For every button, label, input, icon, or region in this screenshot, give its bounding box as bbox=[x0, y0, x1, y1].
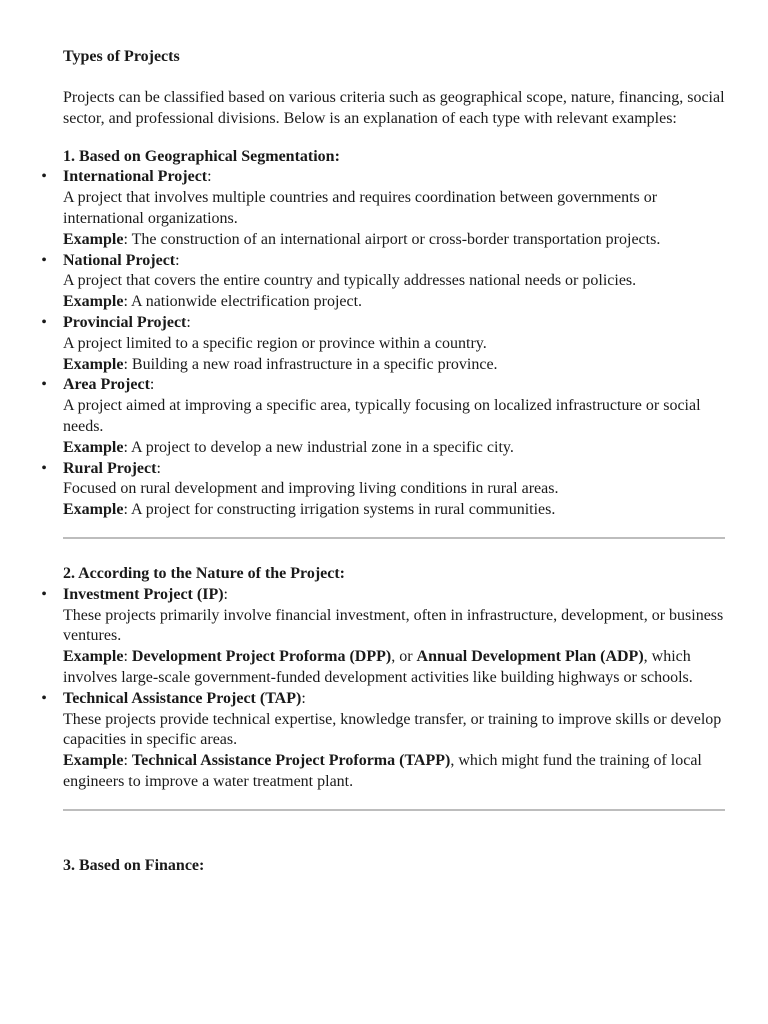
item-description: These projects primarily involve financial investment, often in infrastructure, development, or business ventures. bbox=[63, 606, 724, 645]
bullet-icon: • bbox=[41, 313, 47, 331]
bullet-icon: • bbox=[41, 459, 47, 477]
intro-paragraph: Projects can be classified based on various criteria such as geographical scope, nature, financing, social sector, and professional divisions. Below is an explanation of each type with relevant examples: bbox=[63, 89, 725, 127]
bullet-icon: • bbox=[41, 168, 47, 186]
list-item bbox=[41, 585, 725, 689]
section-heading-geographical: 1. Based on Geographical Segmentation: bbox=[63, 147, 340, 165]
example-prefix: : bbox=[123, 648, 132, 666]
bullet-icon: • bbox=[41, 251, 47, 269]
example-label: Example bbox=[63, 501, 124, 519]
list-item bbox=[41, 459, 725, 521]
colon: : bbox=[186, 313, 191, 331]
example-suffix: , which might fund the training of local engineers to improve a water treatment plant. bbox=[63, 752, 702, 790]
list-item bbox=[41, 375, 725, 458]
item-example: : A project for constructing irrigation systems in rural communities. bbox=[123, 501, 556, 519]
section-heading-nature: 2. According to the Nature of the Project: bbox=[63, 564, 345, 582]
item-name: Technical Assistance Project (TAP) bbox=[63, 689, 302, 707]
item-name: Rural Project bbox=[63, 459, 157, 477]
example-term-tapp: Technical Assistance Project Proforma (TAPP) bbox=[131, 752, 451, 770]
bullet-icon: • bbox=[41, 689, 47, 707]
list-item bbox=[41, 313, 725, 375]
item-example: : Building a new road infrastructure in a specific province. bbox=[123, 355, 498, 373]
item-description: A project limited to a specific region or province within a country. bbox=[63, 334, 487, 352]
colon: : bbox=[301, 689, 306, 707]
item-description: Focused on rural development and improving living conditions in rural areas. bbox=[63, 480, 559, 498]
example-label: Example bbox=[63, 355, 124, 373]
bullet-icon: • bbox=[41, 376, 47, 394]
colon: : bbox=[207, 168, 212, 186]
list-item bbox=[41, 689, 725, 793]
example-label: Example bbox=[63, 293, 124, 311]
list-item bbox=[41, 251, 725, 313]
geographical-list bbox=[41, 167, 725, 521]
section-divider bbox=[63, 537, 725, 539]
item-name: Provincial Project bbox=[63, 313, 187, 331]
example-term-dpp: Development Project Proforma (DPP) bbox=[131, 648, 392, 666]
item-example: : A project to develop a new industrial zone in a specific city. bbox=[123, 438, 514, 456]
example-conjunction: , or bbox=[391, 648, 417, 666]
example-label: Example bbox=[63, 438, 124, 456]
example-suffix: , which involves large-scale government-funded development activities like building highways or schools. bbox=[63, 648, 693, 686]
document-page bbox=[41, 47, 725, 877]
item-example: : A nationwide electrification project. bbox=[123, 293, 363, 311]
item-name: Area Project bbox=[63, 376, 150, 394]
item-description: A project aimed at improving a specific area, typically focusing on localized infrastructure or social needs. bbox=[63, 397, 701, 435]
nature-list bbox=[41, 585, 725, 793]
item-description: A project that involves multiple countries and requires coordination between governments or international organizations. bbox=[63, 189, 658, 227]
example-label: Example bbox=[63, 648, 124, 666]
example-label: Example bbox=[63, 752, 124, 770]
colon: : bbox=[175, 251, 180, 269]
colon: : bbox=[223, 585, 228, 603]
list-item bbox=[41, 167, 725, 250]
example-term-adp: Annual Development Plan (ADP) bbox=[416, 648, 644, 666]
example-label: Example bbox=[63, 230, 124, 248]
colon: : bbox=[156, 459, 161, 477]
item-name: International Project bbox=[63, 168, 208, 186]
section-heading-finance: 3. Based on Finance: bbox=[63, 856, 205, 874]
section-divider bbox=[63, 809, 725, 811]
document-title: Types of Projects bbox=[63, 48, 180, 65]
item-description: A project that covers the entire country and typically addresses national needs or policies. bbox=[63, 272, 637, 290]
example-prefix: : bbox=[123, 752, 132, 770]
item-example: : The construction of an international airport or cross-border transportation projects. bbox=[123, 230, 661, 248]
item-description: These projects provide technical expertise, knowledge transfer, or training to improve skills or develop capacities in specific areas. bbox=[63, 710, 722, 749]
item-name: National Project bbox=[63, 251, 176, 269]
item-name: Investment Project (IP) bbox=[63, 585, 224, 603]
colon: : bbox=[149, 376, 155, 394]
bullet-icon: • bbox=[41, 585, 47, 603]
